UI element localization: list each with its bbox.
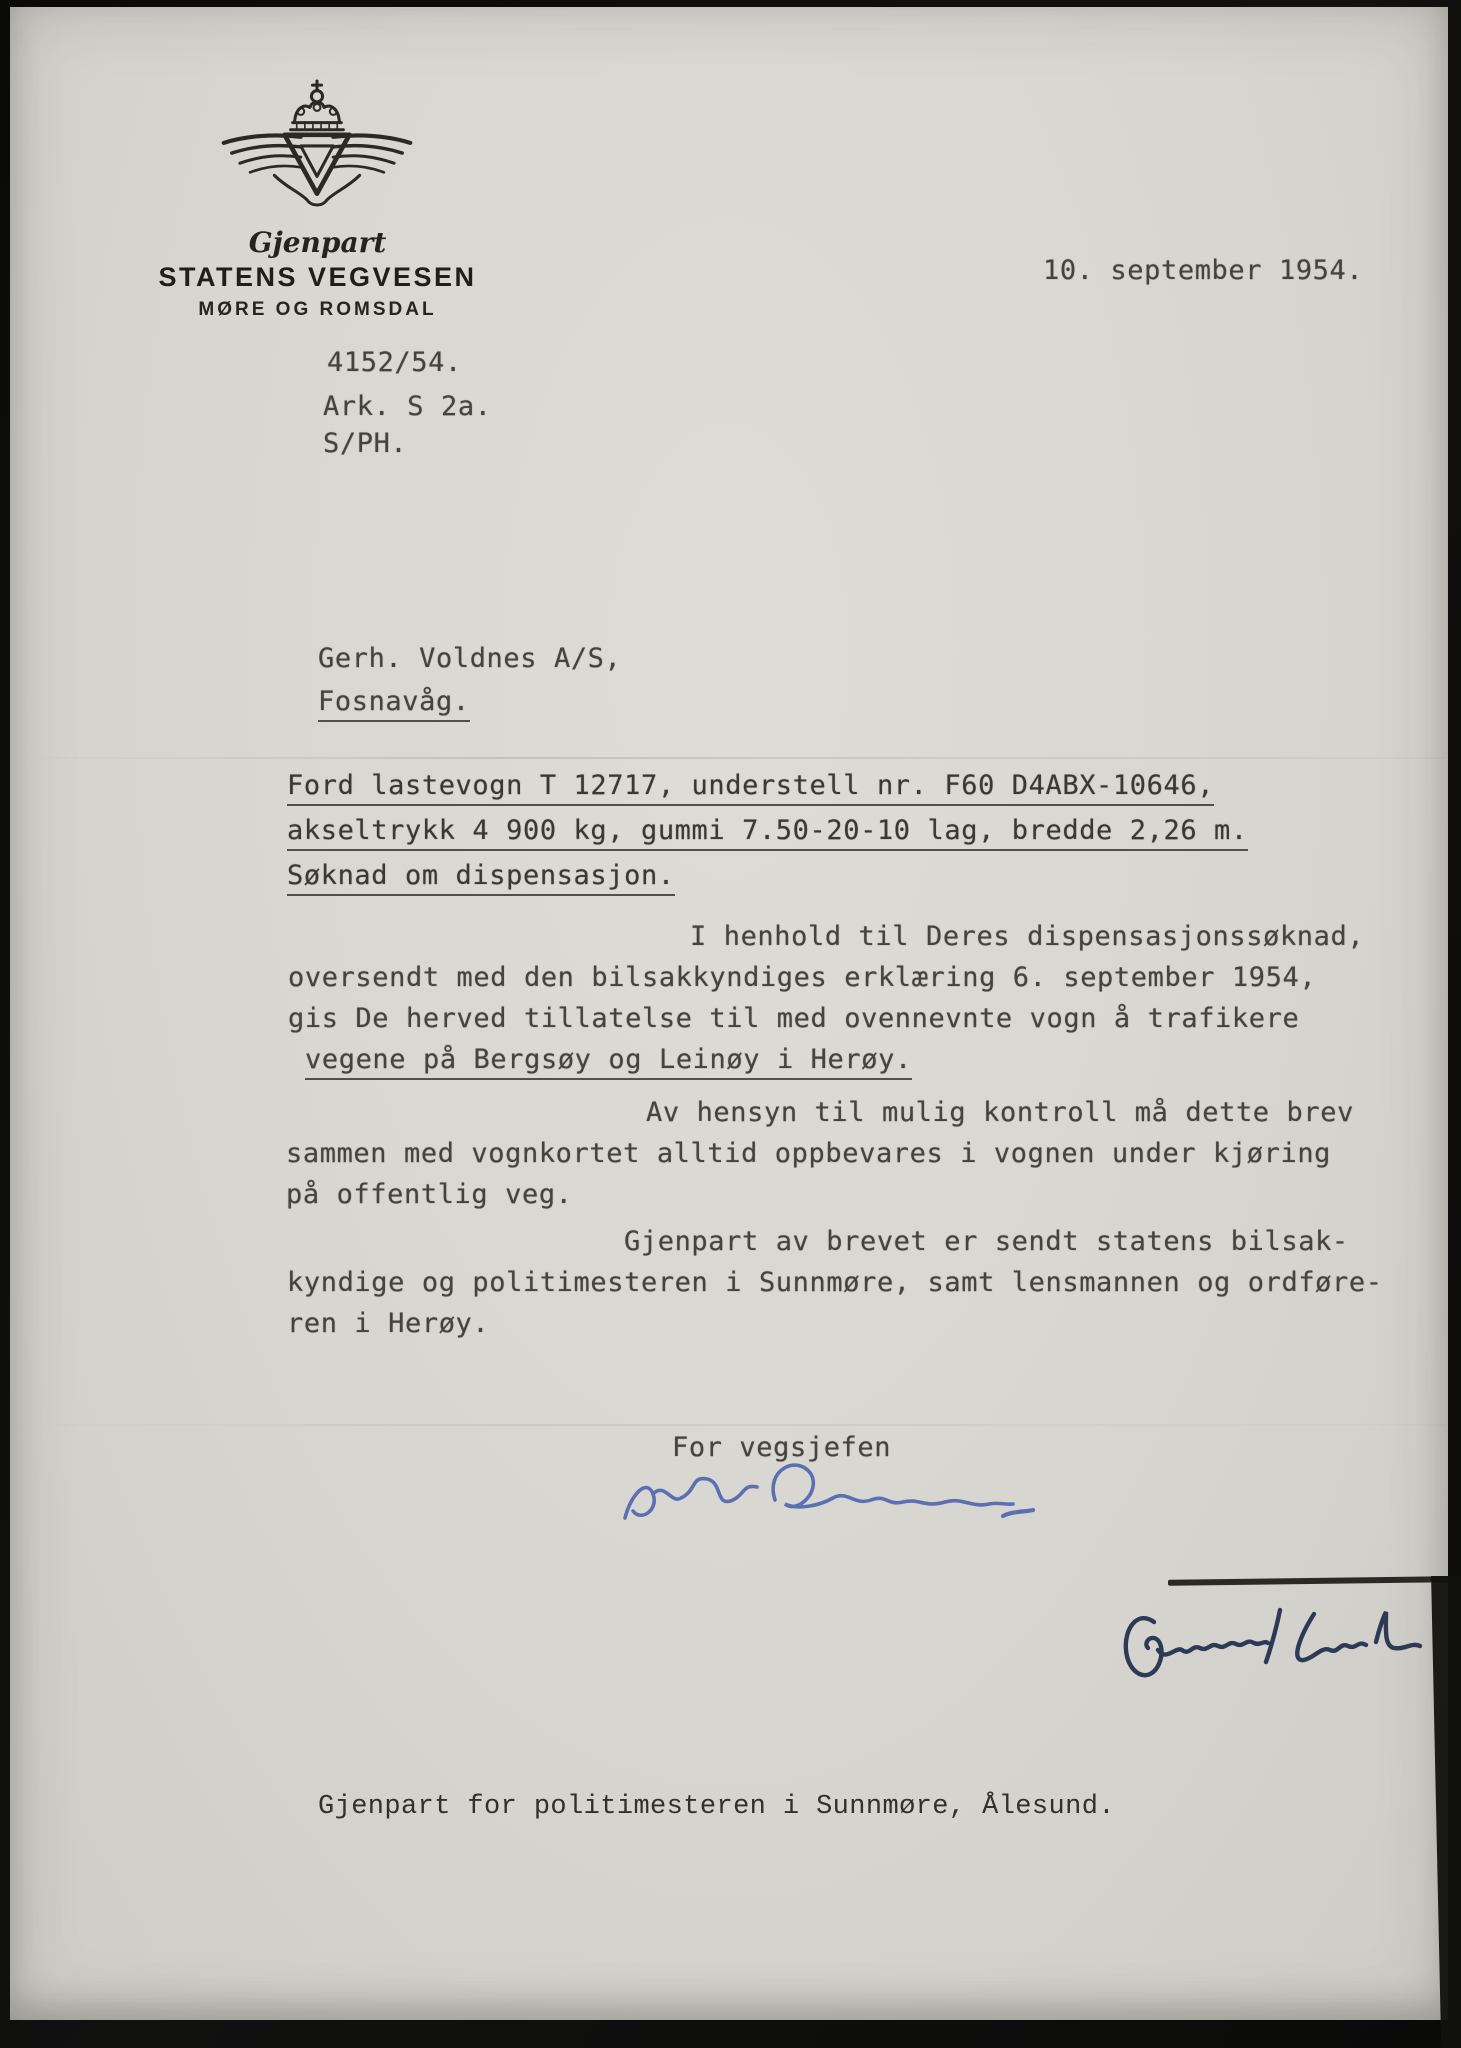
paper-fold-line [12, 1424, 1445, 1426]
body-p3-line3: ren i Herøy. [287, 1308, 490, 1339]
body-p3-line2: kyndige og politimesteren i Sunnmøre, samt lensmannen og ordføre- [287, 1267, 1383, 1298]
subject-line-2: akseltrykk 4 900 kg, gummi 7.50-20-10 lag, bredde 2,26 m. [287, 815, 1248, 851]
journal-number: 4152/54. [327, 347, 462, 378]
organization-region: MØRE OG ROMSDAL [198, 299, 437, 320]
body-p1-line2: oversendt med den bilsakkyndiges erklæring 6. september 1954, [288, 962, 1317, 993]
body-p2-line3: på offentlig veg. [286, 1179, 573, 1210]
archive-code: Ark. S 2a. [323, 391, 492, 422]
statens-vegvesen-crown-winged-triangle-logo [213, 78, 421, 220]
paper-fold-line [12, 757, 1445, 759]
body-p1-line1: I henhold til Deres dispensasjonssøknad, [690, 921, 1365, 952]
body-p1-line4: vegene på Bergsøy og Leinøy i Herøy. [305, 1044, 912, 1080]
organization-name: STATENS VEGVESEN [158, 262, 477, 292]
body-p1-line3: gis De herved tillatelse til med ovennevnte vogn å trafikere [288, 1003, 1300, 1034]
handwritten-signature-dark-blue-ink [1118, 1588, 1433, 1703]
body-p2-line2: sammen med vognkortet alltid oppbevares i vognen under kjøring [286, 1138, 1332, 1169]
copy-label: Gjenpart [248, 226, 387, 259]
body-p2-line1: Av hensyn til mulig kontroll må dette brev [646, 1097, 1354, 1128]
typist-initials: S/PH. [323, 428, 408, 459]
subject-line-1: Ford lastevogn T 12717, understell nr. F60 D4ABX-10646, [287, 770, 1214, 806]
subject-line-3: Søknad om dispensasjon. [287, 860, 675, 896]
footer-copy-note: Gjenpart for politimesteren i Sunnmøre, Ålesund. [318, 1792, 1115, 1822]
date-line: 10. september 1954. [1043, 255, 1364, 286]
body-p3-line1: Gjenpart av brevet er sendt statens bilsak- [624, 1226, 1349, 1257]
recipient-name: Gerh. Voldnes A/S, [318, 643, 622, 674]
recipient-place: Fosnavåg. [318, 686, 470, 722]
signature-role-line: For vegsjefen [672, 1432, 892, 1463]
handwritten-signature-blue-ink [615, 1448, 1045, 1553]
